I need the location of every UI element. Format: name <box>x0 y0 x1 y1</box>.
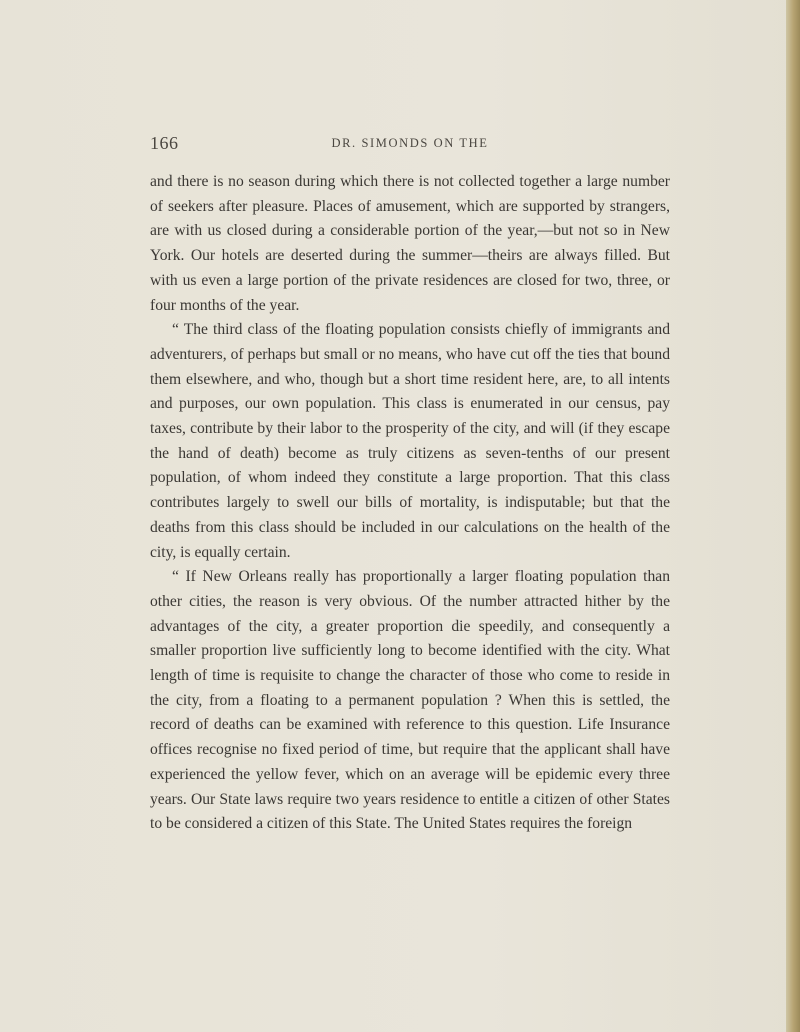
page-number: 166 <box>150 133 179 153</box>
page-edge <box>786 0 800 1032</box>
paragraph-3: “ If New Orleans really has proportionally a larger floating population than other cities, the reason is very obvious. Of the number attracted hither by the advantages of the city, a greater proportion die speedily, and consequently a smaller proportion live sufficiently long to become identified with the city. What length of time is requisite to change the character of those who come to reside in the city, from a floating to a permanent population ? When this is settled, the record of deaths can be examined with reference to this question. Life Insurance offices recognise no fixed period of time, but require that the applicant shall have experienced the yellow fever, which on an average will be epidemic every three years. Our State laws require two years residence to entitle a citizen of other States to be considered a citizen of this State. The United States requires the foreign <box>150 568 670 833</box>
page-header <box>150 133 670 153</box>
body-text <box>150 170 670 837</box>
running-head: DR. SIMONDS ON THE <box>331 136 489 150</box>
paragraph-2: “ The third class of the floating population consists chiefly of immigrants and adventurers, of perhaps but small or no means, who have cut off the ties that bound them elsewhere, and who, though but a short time resident here, are, to all intents and purposes, our own population. This class is enumerated in our census, pay taxes, contribute by their labor to the prosperity of the city, and will (if they escape the hand of death) become as truly citizens as seven-tenths of our present population, of whom indeed they constitute a large proportion. That this class contributes largely to swell our bills of mortality, is indisputable; but that the deaths from this class should be included in our calculations on the health of the city, is equally certain. <box>150 321 670 561</box>
paragraph-1: and there is no season during which there is not collected together a large number of seekers after pleasure. Places of amusement, which are supported by strangers, are with us closed during a considerable portion of the year,—but not so in New York. Our hotels are deserted during the summer—theirs are always filled. But with us even a large portion of the private residences are closed for two, three, or four months of the year. <box>150 173 670 314</box>
